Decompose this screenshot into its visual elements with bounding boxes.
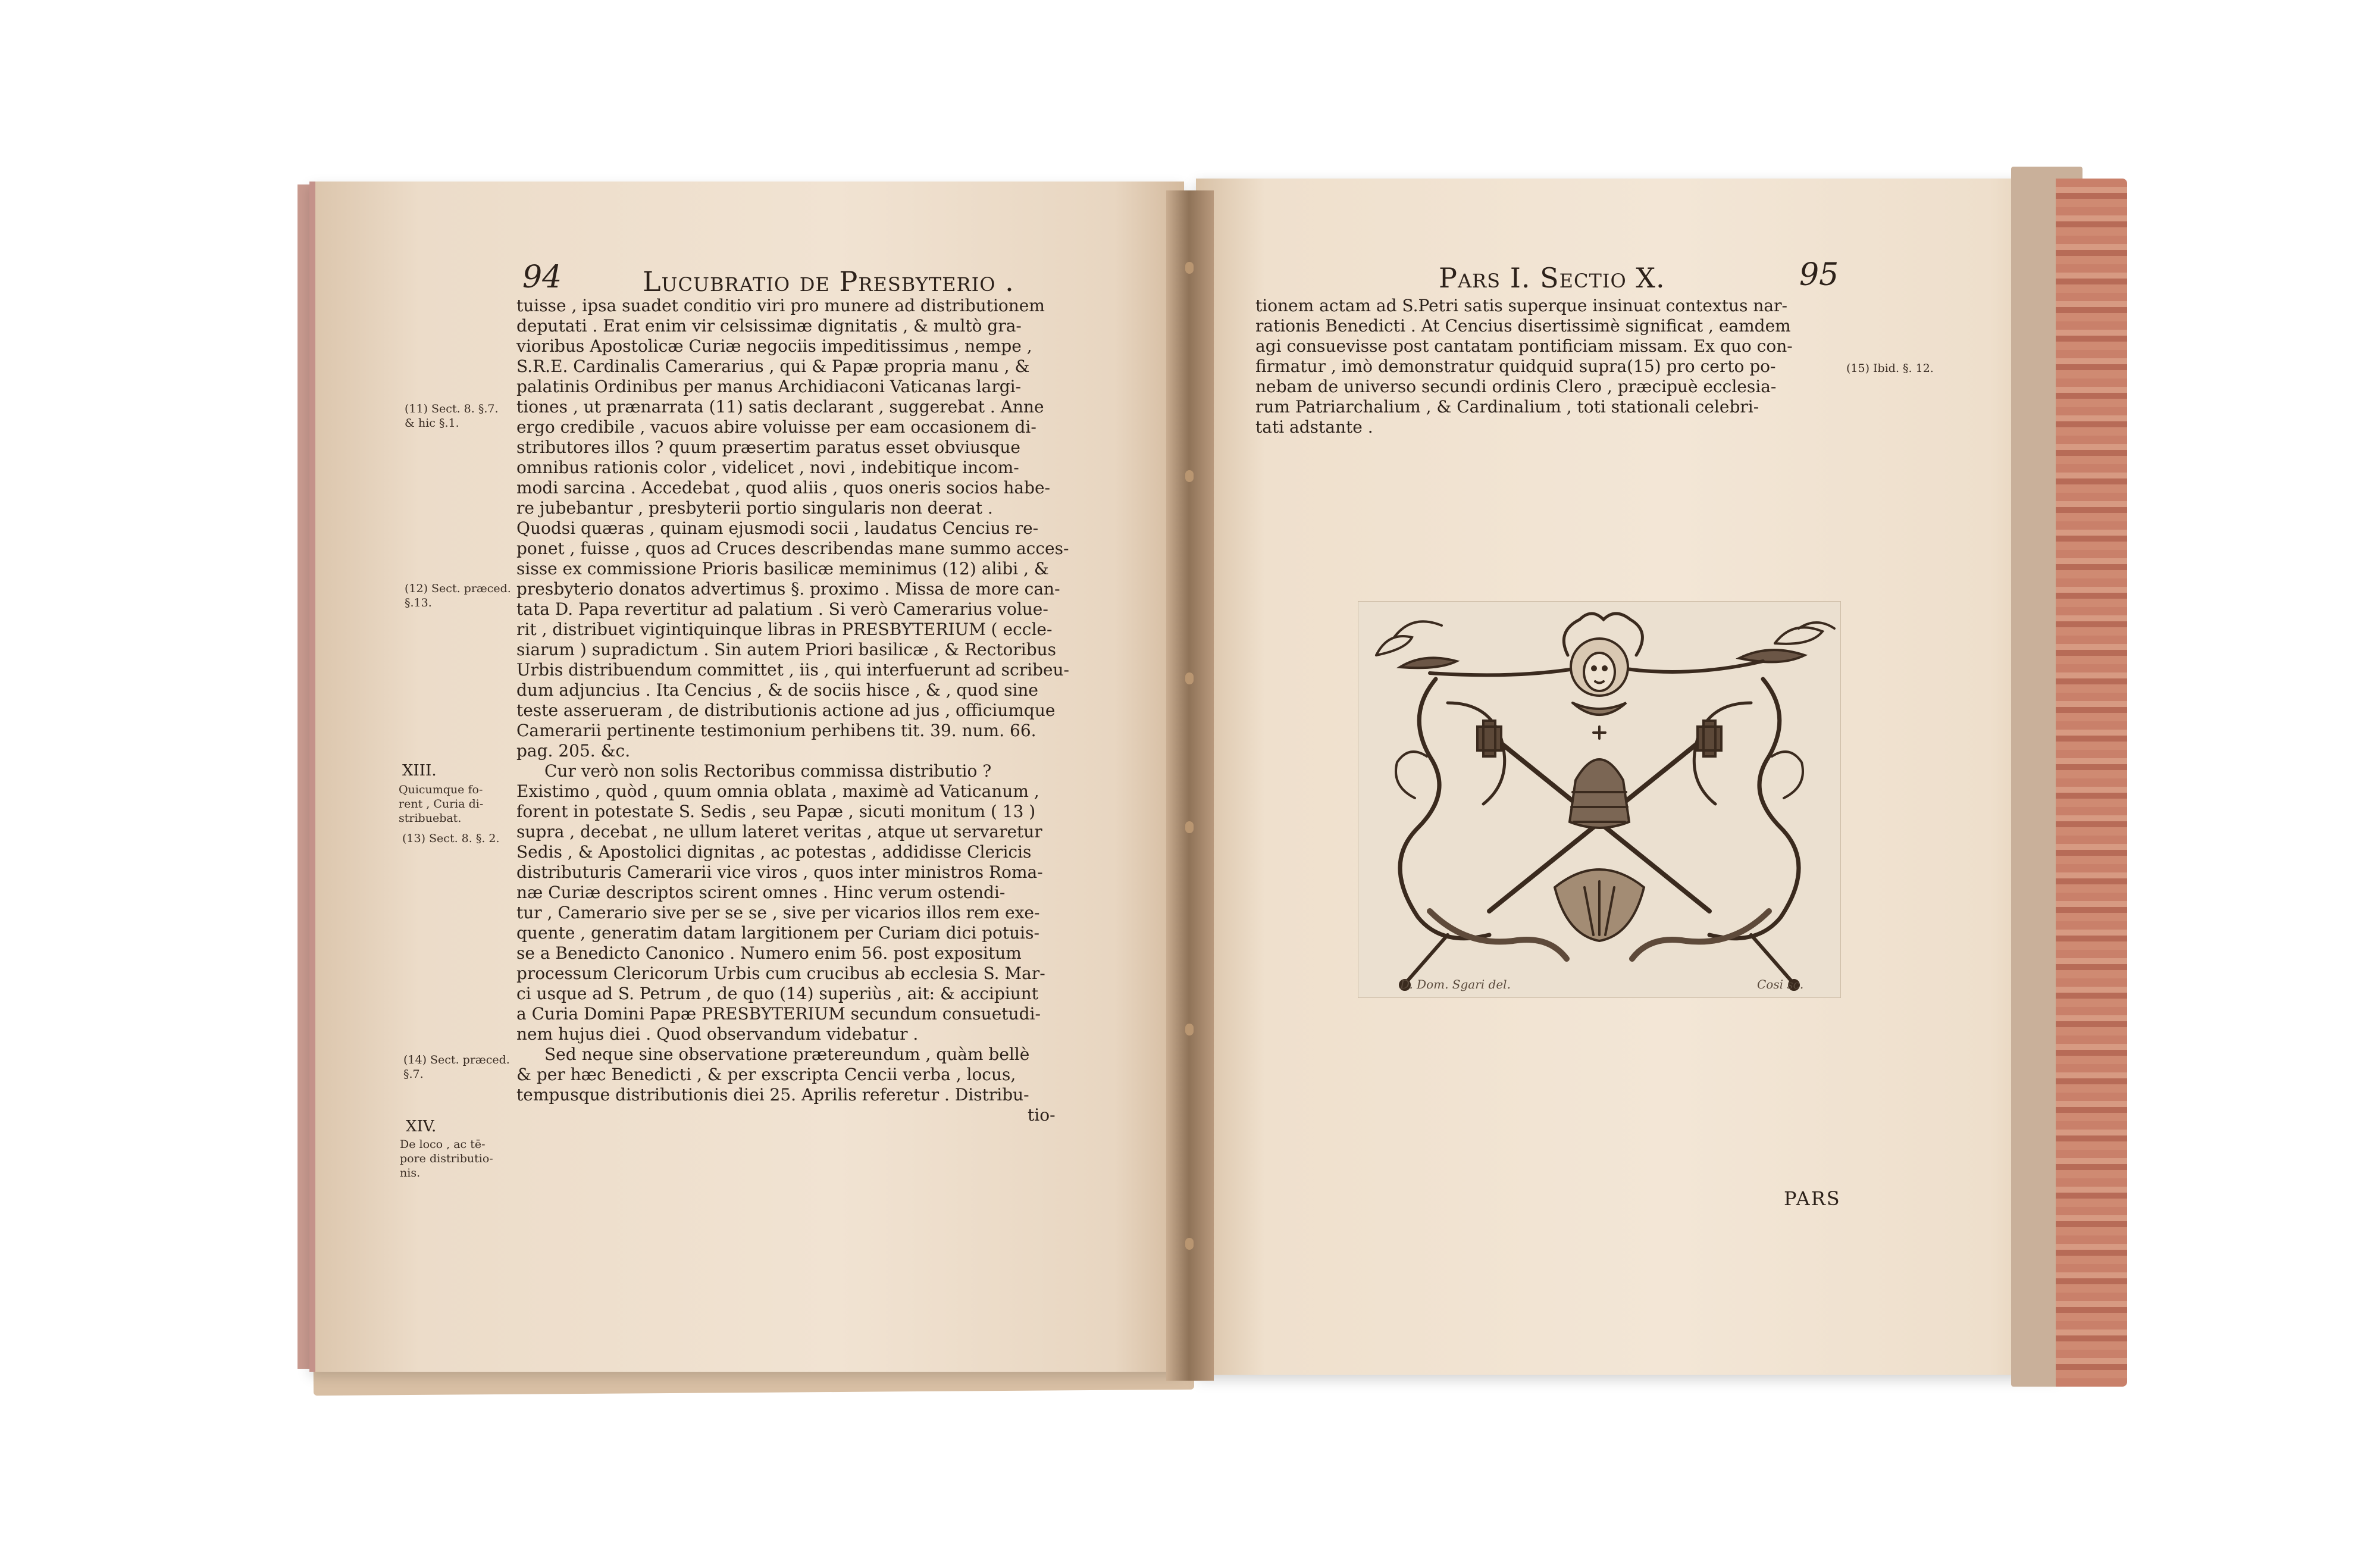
- binding-stitch: [1185, 262, 1194, 274]
- text-line: palatinis Ordinibus per manus Archidiaconi Vaticanas largi-: [516, 377, 1022, 396]
- margin-note: §.13.: [405, 596, 432, 609]
- section-number: XIV.: [406, 1118, 437, 1135]
- text-line: supra , decebat , ne ullum lateret veritas , atque ut servaretur: [516, 822, 1042, 841]
- text-line: ci usque ad S. Petrum , de quo (14) superiùs , ait: & accipiunt: [516, 984, 1039, 1003]
- margin-note: & hic §.1.: [405, 417, 459, 430]
- text-line: tempusque distributionis diei 25. Aprilis referetur . Distribu-: [516, 1085, 1029, 1105]
- text-line: Existimo , quòd , quum omnia oblata , maximè ad Vaticanum ,: [516, 781, 1039, 801]
- margin-note: De loco , ac tē-: [400, 1138, 486, 1151]
- text-line: S.R.E. Cardinalis Camerarius , qui & Papæ propria manu , &: [516, 356, 1030, 376]
- text-line: a Curia Domini Papæ PRESBYTERIUM secundum consuetudi-: [516, 1004, 1041, 1024]
- margin-note: (15) Ibid. §. 12.: [1846, 362, 1934, 375]
- margin-note: (12) Sect. præced.: [405, 582, 511, 595]
- text-line: tuisse , ipsa suadet conditio viri pro munere ad distributionem: [516, 296, 1045, 315]
- text-line: vioribus Apostolicæ Curiæ negociis impeditissimus , nempe ,: [516, 336, 1032, 356]
- margin-note: rent , Curia di-: [399, 797, 484, 811]
- binding-stitch: [1185, 672, 1194, 684]
- text-line: quente , generatim datam largitionem per Curiam dici potuis-: [516, 923, 1039, 943]
- text-line: agi consuevisse post cantatam pontificiam missam. Ex quo con-: [1255, 336, 1793, 356]
- text-line: modi sarcina . Accedebat , quod aliis , quos oneris socios habe-: [516, 478, 1051, 498]
- text-line: processum Clericorum Urbis cum crucibus ab ecclesia S. Mar-: [516, 963, 1045, 983]
- text-line: deputati . Erat enim vir celsissimæ dignitatis , & multò gra-: [516, 316, 1022, 336]
- margin-note: pore distributio-: [400, 1152, 493, 1165]
- left-running-head: Lucubratio de Presbyterio .: [643, 265, 1014, 298]
- binding-stitch: [1185, 470, 1194, 482]
- text-line: siarum ) supradictum . Sin autem Priori basilicæ , & Rectoribus: [516, 640, 1057, 659]
- left-page-number: 94: [522, 259, 562, 295]
- right-page-number: 95: [1799, 257, 1839, 293]
- text-line: se a Benedicto Canonico . Numero enim 56. post expositum: [516, 943, 1022, 963]
- text-line: tati adstante .: [1255, 417, 1373, 437]
- text-line: stributores illos ? quum præsertim paratus esset obviusque: [516, 437, 1020, 457]
- text-line: sisse ex commissione Prioris basilicæ meminimus (12) alibi , &: [516, 559, 1049, 578]
- margin-note: Quicumque fo-: [399, 783, 483, 796]
- text-line: Quodsi quæras , quinam ejusmodi socii , laudatus Cencius re-: [516, 518, 1039, 538]
- text-line: ergo credibile , vacuos abire voluisse per eam occasionem di-: [516, 417, 1036, 437]
- binding-stitch: [1185, 1238, 1194, 1250]
- text-line: Sedis , & Apostolici dignitas , ac potestas , addidisse Clericis: [516, 842, 1032, 862]
- text-line: presbyterio donatos advertimus §. proximo . Missa de more can-: [516, 579, 1060, 599]
- text-line: nem hujus diei . Quod observandum videbatur .: [516, 1024, 919, 1044]
- text-line: teste asserueram , de distributionis actione ad jus , officiumque: [516, 700, 1056, 720]
- text-line: omnibus rationis color , videlicet , novi , indebitique incom-: [516, 458, 1019, 477]
- text-line: Urbis distribuendum committet , iis , qui interfuerunt ad scribeu-: [516, 660, 1070, 680]
- text-line: distributuris Camerarii vice viros , quos inter ministros Roma-: [516, 862, 1043, 882]
- text-line: ponet , fuisse , quos ad Cruces describendas mane summo acces-: [516, 539, 1069, 558]
- book-gutter: [1166, 190, 1214, 1381]
- margin-note: nis.: [400, 1166, 421, 1180]
- engraving-plate: [1358, 601, 1841, 998]
- binding-stitch: [1185, 821, 1194, 833]
- text-line: tio-: [1028, 1105, 1056, 1125]
- margin-note: (11) Sect. 8. §.7.: [405, 402, 499, 415]
- text-line: rum Patriarchalium , & Cardinalium , toti stationali celebri-: [1255, 397, 1759, 417]
- text-line: tiones , ut prænarrata (11) satis declarant , suggerebat . Anne: [516, 397, 1044, 417]
- text-line: næ Curiæ descriptos scirent omnes . Hinc verum ostendi-: [516, 883, 1006, 902]
- text-line: tur , Camerario sive per se se , sive per vicarios illos rem exe-: [516, 903, 1040, 922]
- text-line: & per hæc Benedicti , & per exscripta Cencii verba , locus,: [516, 1065, 1016, 1084]
- right-running-head: Pars I. Sectio X.: [1439, 262, 1665, 294]
- left-page-edge: [298, 184, 311, 1369]
- text-line: dum adjuncius . Ita Cencius , & de sociis hisce , & , quod sine: [516, 680, 1038, 700]
- text-line: tata D. Papa revertitur ad palatium . Si verò Camerarius volue-: [516, 599, 1048, 619]
- text-line: tionem actam ad S.Petri satis superque insinuat contextus nar-: [1255, 296, 1787, 315]
- text-line: Sed neque sine observatione prætereundum , quàm bellè: [544, 1044, 1030, 1064]
- margin-note: stribuebat.: [399, 812, 462, 825]
- margin-note: (14) Sect. præced.: [403, 1053, 510, 1066]
- catchword: PARS: [1784, 1187, 1841, 1210]
- text-line: Cur verò non solis Rectoribus commissa distributio ?: [544, 761, 992, 781]
- text-line: rit , distribuet vigintiquinque libras in PRESBYTERIUM ( eccle-: [516, 620, 1053, 639]
- margin-note: (13) Sect. 8. §. 2.: [402, 832, 500, 845]
- ornamental-cartouche-engraving: [1358, 602, 1840, 997]
- engraving-caption-delineator: D. Dom. Sgari del.: [1400, 977, 1511, 991]
- text-line: re jubebantur , presbyterii portio singularis non deerat .: [516, 498, 993, 518]
- text-line: forent in potestate S. Sedis , seu Papæ , sicuti monitum ( 13 ): [516, 802, 1036, 821]
- text-line: firmatur , imò demonstratur quidquid supra(15) pro certo po-: [1255, 356, 1776, 376]
- section-number: XIII.: [402, 762, 437, 780]
- text-line: Camerarii pertinente testimonium perhibens tit. 39. num. 66.: [516, 721, 1036, 740]
- red-page-edge: [2056, 179, 2127, 1387]
- text-line: rationis Benedicti . At Cencius disertissimè significat , eamdem: [1255, 316, 1791, 336]
- binding-stitch: [1185, 1024, 1194, 1036]
- text-line: pag. 205. &c.: [516, 741, 631, 761]
- engraving-caption-engraver: Cosi sc.: [1757, 977, 1804, 991]
- margin-note: §.7.: [403, 1068, 424, 1081]
- text-line: nebam de universo secundi ordinis Clero , præcipuè ecclesia-: [1255, 377, 1777, 396]
